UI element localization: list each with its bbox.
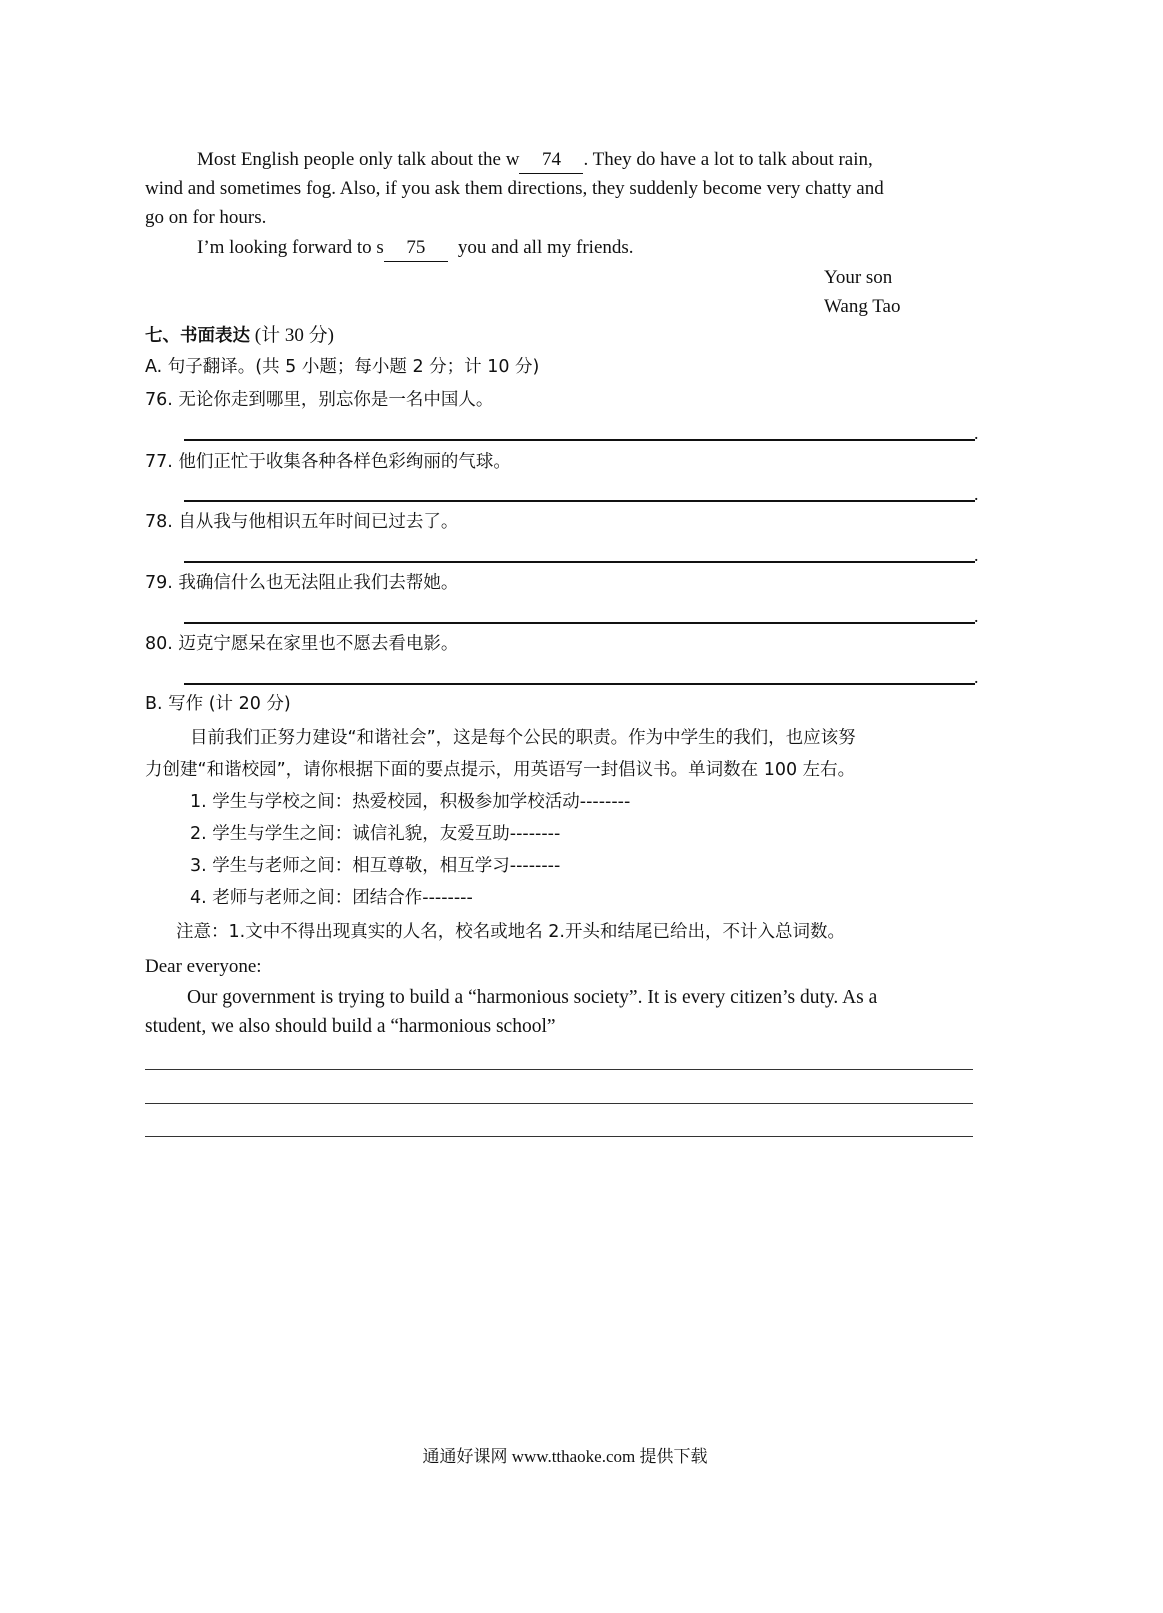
prompt-line-2: 力创建“和谐校园”，请你根据下面的要点提示，用英语写一封倡议书。单词数在 100 左右。 xyxy=(145,760,856,780)
starter-line-2: student, we also should build a “harmonious school” xyxy=(145,1016,556,1037)
period-77: . xyxy=(974,484,979,504)
writing-line-2[interactable] xyxy=(145,1103,973,1104)
letter-line-2: wind and sometimes fog. Also, if you ask them directions, they suddenly become very chatty and xyxy=(145,178,884,199)
period-79: . xyxy=(974,606,979,626)
answer-line-77[interactable] xyxy=(184,500,975,502)
point-4: 4. 老师与老师之间：团结合作-------- xyxy=(190,888,473,908)
starter-line-1: Our government is trying to build a “harmonious society”. It is every citizen’s duty. As a xyxy=(187,987,878,1008)
text-fragment: Most English people only talk about the w xyxy=(197,149,520,170)
text-fragment: I’m looking forward to s xyxy=(197,237,384,258)
translation-item-80: 80. 迈克宁愿呆在家里也不愿去看电影。 xyxy=(145,634,459,654)
period-76: . xyxy=(974,423,979,443)
letter-line-3: go on for hours. xyxy=(145,207,267,228)
page-footer: 通通好课网 www.tthaoke.com 提供下载 xyxy=(422,1447,708,1466)
writing-starter xyxy=(145,983,988,1041)
text-fragment: . They do have a lot to talk about rain, xyxy=(583,149,873,170)
translation-item-78: 78. 自从我与他相识五年时间已过去了。 xyxy=(145,512,459,532)
part-b-heading: B. 写作 (计 20 分) xyxy=(145,694,291,714)
translation-item-79: 79. 我确信什么也无法阻止我们去帮她。 xyxy=(145,573,459,593)
letter-signature: Wang Tao xyxy=(824,296,901,317)
period-80: . xyxy=(974,667,979,687)
blank-75: 75 xyxy=(384,234,448,262)
answer-line-78[interactable] xyxy=(184,561,975,563)
translation-item-76: 76. 无论你走到哪里，别忘你是一名中国人。 xyxy=(145,390,494,410)
blank-74: 74 xyxy=(519,146,583,174)
answer-line-76[interactable] xyxy=(184,439,975,441)
letter-line-4 xyxy=(197,234,634,262)
point-3: 3. 学生与老师之间：相互尊敬，相互学习-------- xyxy=(190,856,561,876)
answer-line-79[interactable] xyxy=(184,622,975,624)
section-score: (计 30 分) xyxy=(254,325,334,346)
point-2: 2. 学生与学生之间：诚信礼貌，友爱互助-------- xyxy=(190,824,561,844)
writing-line-3[interactable] xyxy=(145,1136,973,1137)
answer-line-80[interactable] xyxy=(184,683,975,685)
writing-note: 注意：1.文中不得出现真实的人名，校名或地名 2.开头和结尾已给出，不计入总词数。 xyxy=(176,922,845,942)
point-1: 1. 学生与学校之间：热爱校园，积极参加学校活动-------- xyxy=(190,792,631,812)
writing-line-1[interactable] xyxy=(145,1069,973,1070)
section-title: 七、书面表达 xyxy=(145,326,250,346)
salutation: Dear everyone: xyxy=(145,956,262,977)
letter-line-1 xyxy=(197,146,873,174)
prompt-line-1: 目前我们正努力建设“和谐社会”，这是每个公民的职责。作为中学生的我们，也应该努 xyxy=(190,728,856,748)
section-heading xyxy=(145,322,334,350)
letter-closing: Your son xyxy=(824,267,893,288)
text-fragment: you and all my friends. xyxy=(457,237,634,258)
translation-item-77: 77. 他们正忙于收集各种各样色彩绚丽的气球。 xyxy=(145,452,511,472)
period-78: . xyxy=(974,545,979,565)
part-a-heading: A. 句子翻译。(共 5 小题；每小题 2 分；计 10 分) xyxy=(145,357,540,377)
